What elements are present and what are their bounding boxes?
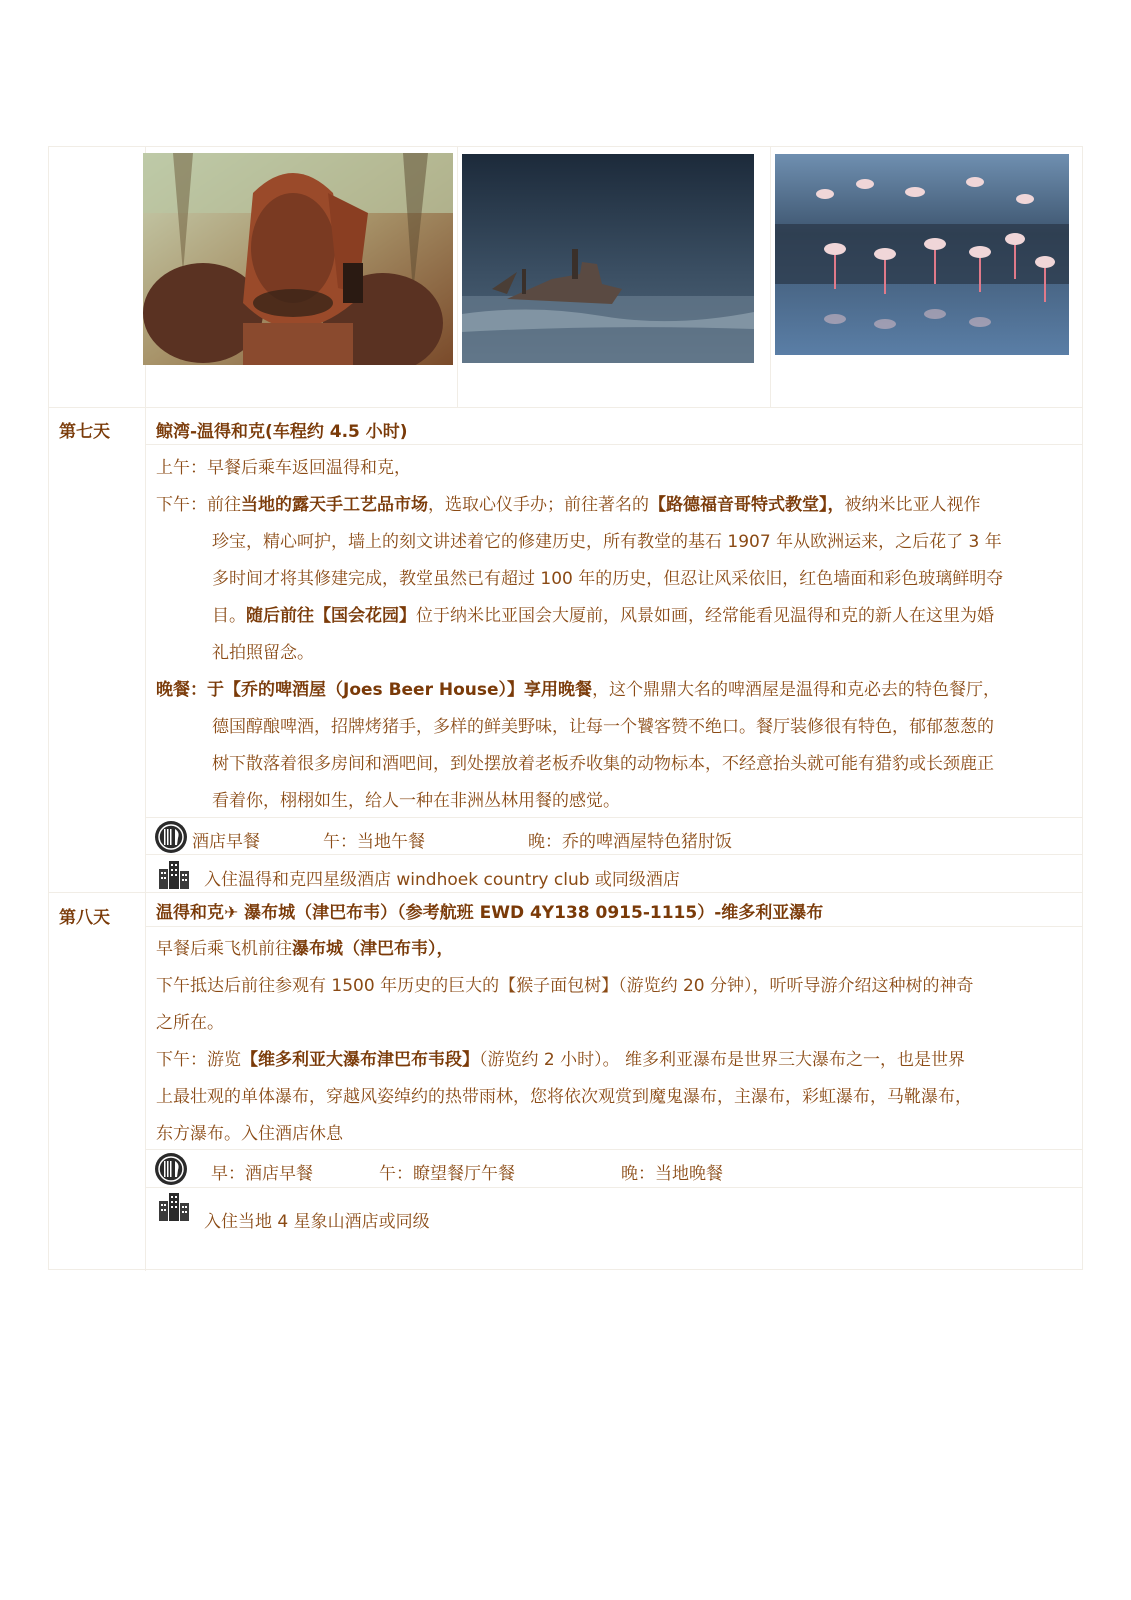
day7-dinner-line2: 德国醇酿啤酒，招牌烤猪手，多样的鲜美野味，让每一个饕客赞不绝口。餐厅装修很有特色，郁郁葱葱的 bbox=[212, 717, 994, 737]
day7-afternoon-line5: 礼拍照留念。 bbox=[212, 643, 314, 663]
day8-line3: 之所在。 bbox=[156, 1013, 224, 1033]
day7-afternoon-line1: 下午：前往当地的露天手工艺品市场，选取心仪手办；前往著名的【路德福音哥特式教堂】，被纳米比亚人视作 bbox=[156, 495, 981, 515]
day7-dinner-line3: 树下散落着很多房间和酒吧间，到处摆放着老板乔收集的动物标本，不经意抬头就可能有猎豹或长颈鹿正 bbox=[212, 754, 994, 774]
row-divider bbox=[49, 407, 1082, 408]
hotel-icon bbox=[157, 1189, 191, 1223]
meal-icon bbox=[154, 1152, 188, 1186]
shipwreck-photo bbox=[462, 154, 754, 363]
row-divider bbox=[146, 926, 1082, 927]
day7-title: 鲸湾-温得和克(车程约 4.5 小时) bbox=[156, 422, 408, 442]
row-divider bbox=[146, 854, 1082, 855]
day7-hotel: 入住温得和克四星级酒店 windhoek country club 或同级酒店 bbox=[204, 870, 680, 890]
photo-divider bbox=[770, 147, 771, 407]
day8-label: 第八天 bbox=[59, 908, 110, 928]
day7-lunch: 午：当地午餐 bbox=[323, 832, 425, 852]
day8-line6: 东方瀑布。入住酒店休息 bbox=[156, 1124, 343, 1144]
row-divider bbox=[49, 892, 1082, 893]
day7-breakfast: 酒店早餐 bbox=[192, 832, 260, 852]
day7-afternoon-line3: 多时间才将其修建完成，教堂虽然已有超过 100 年的历史，但忍让风采依旧，红色墙面和彩色玻璃鲜明夺 bbox=[212, 569, 1004, 589]
day7-afternoon-line2: 珍宝，精心呵护，墙上的刻文讲述着它的修建历史，所有教堂的基石 1907 年从欧洲运来，之后花了 3 年 bbox=[212, 532, 1002, 552]
day7-label: 第七天 bbox=[59, 422, 110, 442]
day8-line4: 下午：游览【维多利亚大瀑布津巴布韦段】（游览约 2 小时）。 维多利亚瀑布是世界三大瀑布之一，也是世界 bbox=[156, 1050, 966, 1070]
day7-dinner-line4: 看着你，栩栩如生，给人一种在非洲丛林用餐的感觉。 bbox=[212, 791, 620, 811]
day8-title: 温得和克✈ 瀑布城（津巴布韦）（参考航班 EWD 4Y138 0915-1115）-维多利亚瀑布 bbox=[156, 903, 824, 923]
day8-dinner: 晚：当地晚餐 bbox=[621, 1164, 723, 1184]
hotel-icon bbox=[157, 857, 191, 891]
day7-dinner-line1: 晚餐：于【乔的啤酒屋（Joes Beer House）】享用晚餐，这个鼎鼎大名的啤酒屋是温得和克必去的特色餐厅， bbox=[156, 680, 1001, 700]
flamingos-photo bbox=[775, 154, 1069, 355]
photo-divider bbox=[457, 147, 458, 407]
day8-hotel: 入住当地 4 星象山酒店或同级 bbox=[204, 1212, 430, 1232]
day7-dinner: 晚：乔的啤酒屋特色猪肘饭 bbox=[528, 832, 732, 852]
day8-line1: 早餐后乘飞机前往瀑布城（津巴布韦）， bbox=[156, 939, 454, 959]
row-divider bbox=[146, 444, 1082, 445]
day7-afternoon-line4: 目。随后前往【国会花园】位于纳米比亚国会大厦前，风景如画，经常能看见温得和克的新人在这里为婚 bbox=[212, 606, 994, 626]
day8-lunch: 午：瞭望餐厅午餐 bbox=[379, 1164, 515, 1184]
day8-line5: 上最壮观的单体瀑布，穿越风姿绰约的热带雨林，您将依次观赏到魔鬼瀑布，主瀑布，彩虹瀑布，马靴瀑布， bbox=[156, 1087, 972, 1107]
row-divider bbox=[146, 1187, 1082, 1188]
day7-morning: 上午：早餐后乘车返回温得和克， bbox=[156, 458, 411, 478]
himba-woman-photo bbox=[143, 153, 453, 365]
day8-line2: 下午抵达后前往参观有 1500 年历史的巨大的【猴子面包树】（游览约 20 分钟），听听导游介绍这种树的神奇 bbox=[156, 976, 974, 996]
itinerary-table bbox=[48, 146, 1083, 1270]
day8-breakfast: 早：酒店早餐 bbox=[211, 1164, 313, 1184]
meal-icon bbox=[154, 820, 188, 854]
